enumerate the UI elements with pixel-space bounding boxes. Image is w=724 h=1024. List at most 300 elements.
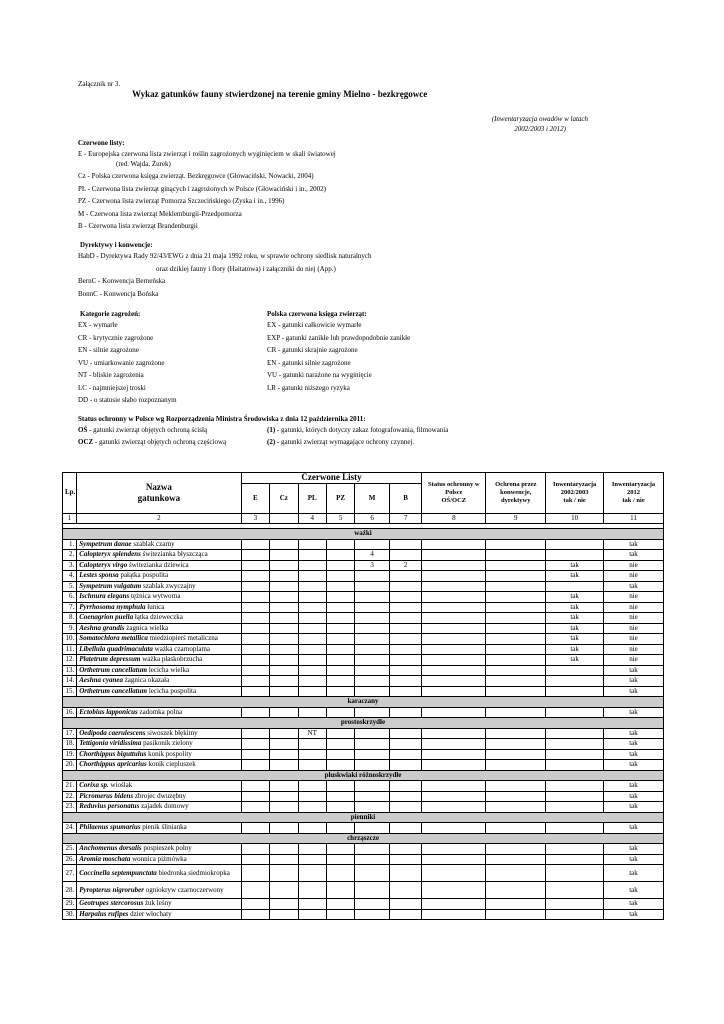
cell-e — [241, 634, 269, 645]
col-number: 11 — [604, 513, 664, 524]
cell-pl — [298, 592, 326, 603]
cell-inv-2012: tak — [604, 844, 664, 855]
col-number: 8 — [422, 513, 486, 524]
species-polish: zajadek domowy — [141, 802, 189, 811]
cell-inv-2002: tak — [546, 623, 604, 634]
cell-b — [389, 592, 421, 603]
species-polish: zbrojec dwuzębny — [134, 791, 186, 800]
cell-pz — [326, 665, 354, 676]
polish-book-item: LR - gatunki niższego ryzyka — [267, 383, 350, 392]
cell-m — [355, 728, 390, 739]
cell-pl — [298, 823, 326, 834]
species-name — [77, 644, 241, 655]
table-row — [63, 791, 664, 802]
cell-inv-2012: tak — [604, 865, 664, 882]
red-list-item: Cz - Polska czerwona księga zwierząt. Bezkręgowce (Głowaciński, Nowacki, 2004) — [78, 172, 314, 180]
cell-conventions — [486, 665, 546, 676]
cell-pz — [326, 644, 354, 655]
cell-e — [241, 882, 269, 899]
cell-conventions — [486, 781, 546, 792]
cell-status — [422, 581, 486, 592]
cell-pz — [326, 655, 354, 666]
group-label: ważki — [63, 529, 664, 540]
row-lp: 11. — [63, 644, 77, 655]
cell-b — [389, 760, 421, 771]
species-latin: Platetrum depressum — [79, 655, 141, 664]
category-item: LC - najmniejszej troski — [78, 383, 146, 392]
cell-cz — [270, 844, 298, 855]
cell-m — [355, 676, 390, 687]
cell-inv-2002: tak — [546, 560, 604, 571]
species-name — [77, 781, 241, 792]
header-status — [422, 473, 486, 514]
cell-inv-2002 — [546, 707, 604, 718]
row-lp: 8. — [63, 613, 77, 624]
cell-e — [241, 550, 269, 561]
species-polish: wioślak — [110, 781, 133, 790]
cell-inv-2012: nie — [604, 613, 664, 624]
cell-pz — [326, 550, 354, 561]
status-two-text: - gatunki zwierząt wymagające ochrony czynnej. — [275, 438, 415, 446]
cell-b — [389, 781, 421, 792]
cell-cz — [270, 613, 298, 624]
cell-pz — [326, 802, 354, 813]
species-name — [77, 539, 241, 550]
cell-pl — [298, 623, 326, 634]
cell-cz — [270, 781, 298, 792]
cell-cz — [270, 592, 298, 603]
cell-status — [422, 550, 486, 561]
header-name-line1: Nazwa — [145, 481, 172, 492]
species-latin: Chorthippus apricarius — [79, 760, 147, 769]
cell-cz — [270, 854, 298, 865]
group-row — [63, 529, 664, 540]
group-label: pienniki — [63, 812, 664, 823]
cell-pz — [326, 791, 354, 802]
species-polish: szablak zwyczajny — [143, 581, 196, 590]
cell-pz — [326, 844, 354, 855]
cell-status — [422, 686, 486, 697]
cell-conventions — [486, 655, 546, 666]
cell-e — [241, 665, 269, 676]
row-lp: 6. — [63, 592, 77, 603]
cell-pz — [326, 560, 354, 571]
col-number: 9 — [486, 513, 546, 524]
red-lists-block — [78, 148, 336, 233]
cell-inv-2012: tak — [604, 581, 664, 592]
group-label: karaczany — [63, 697, 664, 708]
cell-e — [241, 854, 269, 865]
cell-pz — [326, 854, 354, 865]
cell-e — [241, 760, 269, 771]
group-label: chrząszcze — [63, 833, 664, 844]
cell-cz — [270, 644, 298, 655]
cell-inv-2002 — [546, 781, 604, 792]
cell-status — [422, 844, 486, 855]
species-latin: Orthetrum cancellatum — [79, 665, 148, 674]
cell-status — [422, 613, 486, 624]
cell-conventions — [486, 909, 546, 920]
cell-pl — [298, 909, 326, 920]
polish-book-item: EN - gatunki silnie zagrożone — [267, 358, 351, 367]
header-name — [77, 473, 241, 514]
cell-pz — [326, 613, 354, 624]
cell-conventions — [486, 760, 546, 771]
cell-conventions — [486, 899, 546, 910]
species-latin: Chorthippus biguttulus — [79, 749, 147, 758]
cell-inv-2002 — [546, 791, 604, 802]
cell-inv-2002 — [546, 665, 604, 676]
cell-status — [422, 802, 486, 813]
cell-cz — [270, 634, 298, 645]
cell-pl — [298, 749, 326, 760]
cell-status — [422, 749, 486, 760]
cell-conventions — [486, 749, 546, 760]
header-pz: PZ — [326, 483, 354, 513]
species-latin: Pyropterus nigroruber — [79, 885, 144, 894]
cell-pz — [326, 623, 354, 634]
header-inv1-l1: Inwentaryzacja — [552, 480, 597, 488]
cell-m — [355, 791, 390, 802]
species-latin: Somatochlora metallica — [79, 634, 148, 643]
header-b: B — [389, 483, 421, 513]
row-lp: 5. — [63, 581, 77, 592]
cell-pz — [326, 592, 354, 603]
species-name — [77, 550, 241, 561]
species-name — [77, 571, 241, 582]
table-row — [63, 592, 664, 603]
cell-e — [241, 602, 269, 613]
status-one-text: - gatunki, których dotyczy zakaz fotografowania, filmowania — [275, 426, 449, 434]
cell-m — [355, 802, 390, 813]
species-latin: Reduvius personatus — [79, 802, 140, 811]
cell-b — [389, 899, 421, 910]
cell-b — [389, 882, 421, 899]
cell-inv-2012: nie — [604, 592, 664, 603]
cell-conventions — [486, 865, 546, 882]
cell-cz — [270, 823, 298, 834]
cell-m — [355, 571, 390, 582]
red-list-item: B - Czerwona lista zwierząt Brandenburgii — [78, 222, 198, 230]
cell-e — [241, 613, 269, 624]
header-status-l3: OŚ/OCZ — [441, 496, 467, 504]
table-row — [63, 781, 664, 792]
cell-status — [422, 865, 486, 882]
cell-pl — [298, 539, 326, 550]
species-polish: dzier włochaty — [130, 909, 172, 918]
header-inv2-l3: tak / nie — [622, 496, 645, 504]
species-polish: pasikonik zielony — [143, 739, 193, 748]
category-item: VU - umiarkowanie zagrożone — [78, 358, 165, 367]
cell-m — [355, 665, 390, 676]
species-latin: Pyrrhosoma nymphula — [79, 602, 146, 611]
table-row — [63, 728, 664, 739]
cell-inv-2002 — [546, 581, 604, 592]
cell-b — [389, 854, 421, 865]
cell-cz — [270, 581, 298, 592]
row-lp: 9. — [63, 623, 77, 634]
cell-inv-2012: tak — [604, 882, 664, 899]
species-name — [77, 676, 241, 687]
cell-conventions — [486, 791, 546, 802]
cell-conventions — [486, 602, 546, 613]
cell-pz — [326, 728, 354, 739]
species-polish: pienik ślinianka — [142, 823, 187, 832]
cell-inv-2002 — [546, 760, 604, 771]
cell-m — [355, 781, 390, 792]
species-latin: Coccinella septempunctata — [79, 868, 157, 877]
cell-inv-2002 — [546, 802, 604, 813]
red-list-item: (red. Wajda, Żurek) — [116, 159, 171, 168]
header-cz: Cz — [270, 483, 298, 513]
cell-e — [241, 686, 269, 697]
table-row — [63, 581, 664, 592]
cell-conventions — [486, 707, 546, 718]
header-pl: PL — [298, 483, 326, 513]
status-two-code: (2) — [267, 438, 276, 446]
cell-conventions — [486, 644, 546, 655]
cell-m — [355, 623, 390, 634]
cell-pz — [326, 899, 354, 910]
cell-m — [355, 686, 390, 697]
cell-cz — [270, 802, 298, 813]
cell-pz — [326, 882, 354, 899]
row-lp: 18. — [63, 739, 77, 750]
cell-inv-2002 — [546, 676, 604, 687]
header-conv-l1: Ochrona przez — [495, 480, 537, 488]
cell-e — [241, 707, 269, 718]
cell-pz — [326, 865, 354, 882]
status-os-code: OŚ — [78, 426, 88, 434]
cell-b — [389, 571, 421, 582]
table-row — [63, 844, 664, 855]
table-row — [63, 823, 664, 834]
cell-inv-2002 — [546, 739, 604, 750]
cell-pz — [326, 602, 354, 613]
cell-m — [355, 854, 390, 865]
cell-e — [241, 644, 269, 655]
table-row — [63, 571, 664, 582]
species-name — [77, 865, 241, 882]
col-number: 1 — [63, 513, 77, 524]
cell-pl — [298, 899, 326, 910]
cell-inv-2012: nie — [604, 634, 664, 645]
group-row — [63, 833, 664, 844]
species-name — [77, 854, 241, 865]
cell-cz — [270, 865, 298, 882]
cell-status — [422, 728, 486, 739]
cell-m — [355, 602, 390, 613]
cell-status — [422, 539, 486, 550]
cell-inv-2012: nie — [604, 602, 664, 613]
cell-pl — [298, 739, 326, 750]
cell-b — [389, 623, 421, 634]
table-row — [63, 602, 664, 613]
cell-cz — [270, 739, 298, 750]
directive-item: HabD - Dyrektywa Rady 92/43/EWG z dnia 21 maja 1992 roku, w sprawie ochrony siedlisk naturalnych — [78, 252, 372, 260]
cell-pz — [326, 571, 354, 582]
cell-inv-2012: tak — [604, 665, 664, 676]
header-inv1-l3: tak / nie — [563, 496, 586, 504]
cell-inv-2002 — [546, 865, 604, 882]
cell-pl — [298, 655, 326, 666]
cell-m — [355, 760, 390, 771]
row-lp: 4. — [63, 571, 77, 582]
cell-inv-2002 — [546, 882, 604, 899]
col-number: 10 — [546, 513, 604, 524]
species-latin: Calopteryx splendens — [79, 550, 141, 559]
table-row — [63, 707, 664, 718]
species-name — [77, 592, 241, 603]
categories-block — [78, 319, 177, 407]
cell-status — [422, 571, 486, 582]
species-name — [77, 760, 241, 771]
cell-conventions — [486, 623, 546, 634]
cell-b: 2 — [389, 560, 421, 571]
table-row — [63, 613, 664, 624]
cell-conventions — [486, 739, 546, 750]
cell-inv-2002 — [546, 728, 604, 739]
cell-pz — [326, 781, 354, 792]
cell-inv-2002: tak — [546, 644, 604, 655]
row-lp: 12. — [63, 655, 77, 666]
species-name — [77, 739, 241, 750]
species-name — [77, 665, 241, 676]
row-lp: 22. — [63, 791, 77, 802]
cell-cz — [270, 539, 298, 550]
cell-status — [422, 592, 486, 603]
cell-pl — [298, 802, 326, 813]
cell-pz — [326, 909, 354, 920]
cell-inv-2012: tak — [604, 791, 664, 802]
species-table — [62, 472, 664, 920]
status-two — [267, 436, 414, 449]
species-latin: Calopteryx virgo — [79, 560, 128, 569]
cell-m — [355, 707, 390, 718]
header-status-l1: Status ochronny w — [428, 480, 480, 488]
header-inv2-l1: Inwentaryzacja — [611, 480, 656, 488]
cell-status — [422, 665, 486, 676]
cell-cz — [270, 899, 298, 910]
category-item: DD - o statusie słabo rozpoznanym — [78, 396, 177, 404]
cell-pz — [326, 581, 354, 592]
species-polish: pospieszek polny — [143, 844, 192, 853]
cell-status — [422, 560, 486, 571]
cell-pl — [298, 644, 326, 655]
cell-cz — [270, 623, 298, 634]
species-latin: Lestes sponsa — [79, 571, 119, 580]
col-number: 5 — [326, 513, 354, 524]
species-polish: tężnica wytworna — [130, 592, 181, 601]
species-name — [77, 882, 241, 899]
cell-b — [389, 550, 421, 561]
species-latin: Corixa sp. — [79, 781, 109, 790]
table-row — [63, 644, 664, 655]
species-polish: żagnica wielka — [126, 623, 169, 632]
header-status-l2: Polsce — [445, 488, 463, 496]
cell-inv-2012: tak — [604, 823, 664, 834]
species-latin: Aromia moschata — [79, 854, 131, 863]
polish-book-item: CR - gatunki skrajnie zagrożone — [267, 346, 358, 354]
group-row — [63, 697, 664, 708]
red-list-item: PZ - Czerwona lista zwierząt Pomorza Szczecińskiego (Zyska i in., 1996) — [78, 197, 285, 205]
species-latin: Sympetrum danae — [79, 539, 132, 548]
row-lp: 3. — [63, 560, 77, 571]
polish-book-heading: Polska czerwona księga zwierząt: — [267, 310, 367, 318]
cell-pz — [326, 739, 354, 750]
species-latin: Aeshna grandis — [79, 623, 125, 632]
cell-conventions — [486, 550, 546, 561]
cell-inv-2002: tak — [546, 592, 604, 603]
header-conventions — [486, 473, 546, 514]
species-name — [77, 581, 241, 592]
cell-b — [389, 823, 421, 834]
cell-m — [355, 909, 390, 920]
col-number — [270, 513, 298, 524]
cell-pl: NT — [298, 728, 326, 739]
table-row — [63, 865, 664, 882]
polish-book-item: EXP - gatunki zanikłe lub prawdopodobnie zanikłe — [267, 333, 411, 342]
cell-pl — [298, 686, 326, 697]
cell-conventions — [486, 560, 546, 571]
header-conv-l3: dyrektywy — [500, 496, 531, 504]
cell-e — [241, 844, 269, 855]
cell-e — [241, 728, 269, 739]
row-lp: 24. — [63, 823, 77, 834]
row-lp: 21. — [63, 781, 77, 792]
row-lp: 28. — [63, 882, 77, 899]
cell-inv-2002: tak — [546, 571, 604, 582]
cell-status — [422, 676, 486, 687]
cell-e — [241, 781, 269, 792]
cell-pz — [326, 676, 354, 687]
row-lp: 14. — [63, 676, 77, 687]
cell-b — [389, 739, 421, 750]
header-name-line2: gatunkowa — [137, 492, 181, 503]
cell-e — [241, 899, 269, 910]
cell-b — [389, 602, 421, 613]
cell-cz — [270, 728, 298, 739]
species-latin: Ectobius lapponicus — [79, 707, 138, 716]
directives-block — [78, 250, 372, 300]
header-inv-2002 — [546, 473, 604, 514]
row-lp: 7. — [63, 602, 77, 613]
category-item: EX - wymarłe — [78, 321, 118, 329]
cell-inv-2012: tak — [604, 909, 664, 920]
cell-inv-2012: tak — [604, 539, 664, 550]
cell-e — [241, 791, 269, 802]
table-row — [63, 550, 664, 561]
cell-pl — [298, 760, 326, 771]
cell-conventions — [486, 728, 546, 739]
red-list-item: E - Europejska czerwona lista zwierząt i roślin zagrożonych wyginięciem w skali światowej — [78, 150, 336, 158]
table-row — [63, 623, 664, 634]
species-name — [77, 802, 241, 813]
cell-pz — [326, 749, 354, 760]
cell-m — [355, 655, 390, 666]
cell-status — [422, 655, 486, 666]
cell-b — [389, 613, 421, 624]
cell-e — [241, 739, 269, 750]
cell-status — [422, 882, 486, 899]
cell-conventions — [486, 844, 546, 855]
row-lp: 30. — [63, 909, 77, 920]
cell-inv-2002 — [546, 899, 604, 910]
group-row — [63, 812, 664, 823]
species-latin: Harpalus rufipes — [79, 909, 129, 918]
species-polish: zadomka polna — [139, 707, 183, 716]
directive-item: BonnC - Konwencja Bońska — [78, 289, 159, 298]
